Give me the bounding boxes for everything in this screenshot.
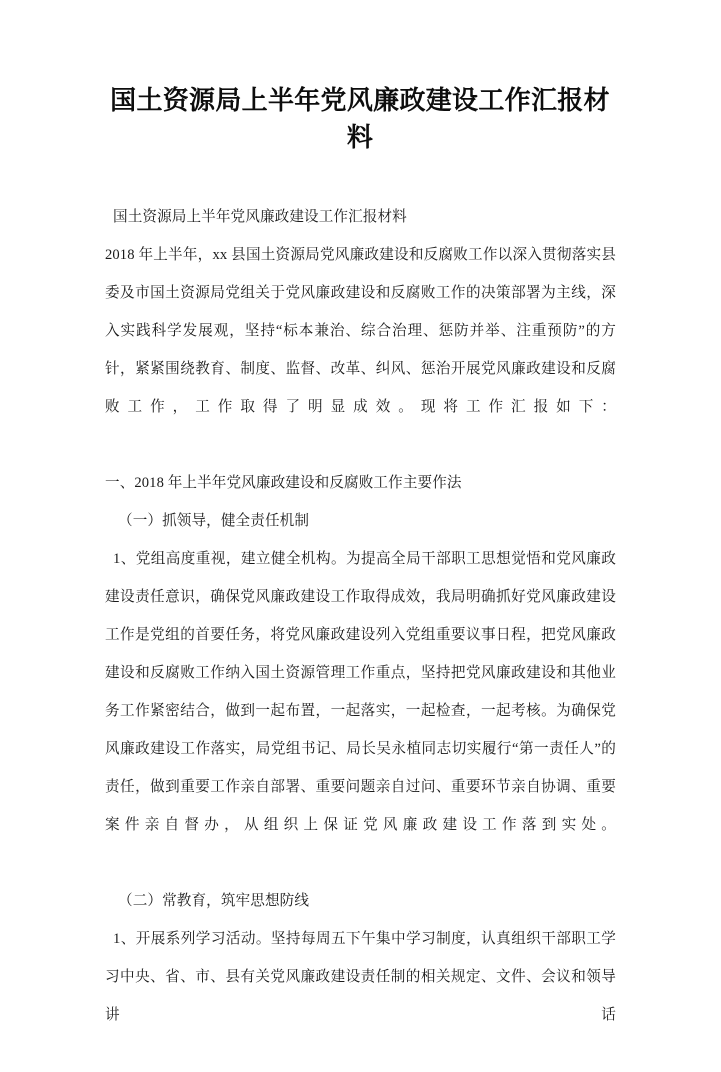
numbered-item-1-2-1: 1、开展系列学习活动。坚持每周五下午集中学习制度，认真组织干部职工学习中央、省、市、县有关党风廉政建设责任制的相关规定、文件、会议和领导讲话 bbox=[105, 931, 616, 1023]
document-title: 国土资源局上半年党风廉政建设工作汇报材料 bbox=[110, 86, 610, 152]
paragraph-intro: 2018 年上半年，xx 县国土资源局党风廉政建设和反腐败工作以深入贯彻落实县委及市国土资源局党组关于党风廉政建设和反腐败工作的决策部署为主线，深入实践科学发展观，坚持“标本兼治、综合治理、惩防并举、注重预防”的方针，紧紧围绕教育、制度、监督、改革、纠风、惩治开展党风廉政建设和反腐败工作，工作取得了明显成效。现将工作汇报如下： bbox=[105, 247, 616, 415]
numbered-item-1-1-1: 1、党组高度重视，建立健全机构。为提高全局干部职工思想觉悟和党风廉政建设责任意识，确保党风廉政建设工作取得成效，我局明确抓好党风廉政建设工作是党组的首要任务，将党风廉政建设列入党组重要议事日程，把党风廉政建设和反腐败工作纳入国土资源管理工作重点，坚持把党风廉政建设和其他业务工作紧密结合，做到一起布置，一起落实，一起检查，一起考核。为确保党风廉政建设工作落实，局党组书记、局长吴永植同志切实履行“第一责任人”的责任，做到重要工作亲自部署、重要问题亲自过问、重要环节亲自协调、重要案件亲自督办，从组织上保证党风廉政建设工作落到实处。 bbox=[105, 551, 616, 833]
document-body bbox=[105, 198, 616, 1072]
heading-line-repeated-title: 国土资源局上半年党风廉政建设工作汇报材料 bbox=[113, 209, 407, 225]
subsection-heading-1-2: （二）常教育，筑牢思想防线 bbox=[118, 893, 310, 909]
subsection-heading-1-1: （一）抓领导，健全责任机制 bbox=[118, 513, 310, 529]
section-heading-1: 一、2018 年上半年党风廉政建设和反腐败工作主要作法 bbox=[105, 475, 462, 491]
